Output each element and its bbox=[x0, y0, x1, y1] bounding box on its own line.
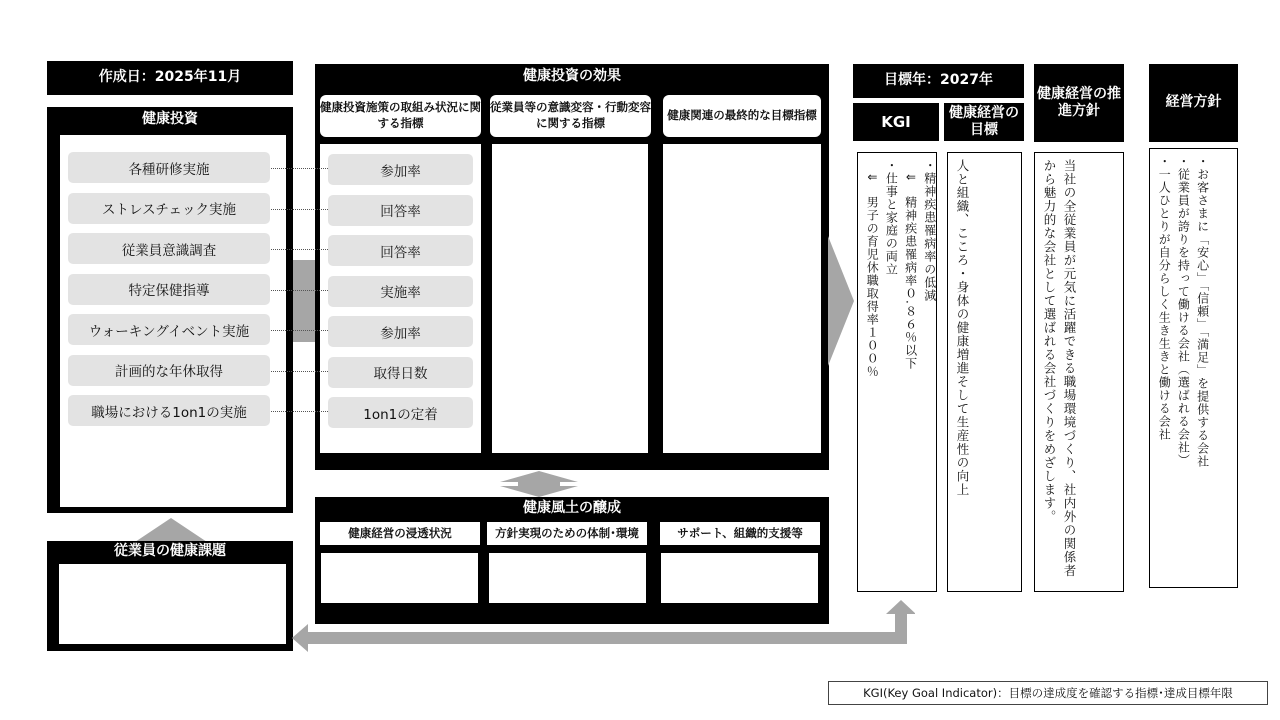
dotted-connector bbox=[271, 411, 328, 412]
issue-line: 高ストレス、運動習慣、睡眠質量 bbox=[67, 578, 270, 594]
issues-title: 従業員の健康課題 bbox=[114, 543, 226, 560]
culture-title: 健康風土の醸成 bbox=[523, 500, 621, 517]
culture-item-2: 経営会議での議論 bbox=[489, 553, 646, 603]
behavior-indicator: ・運動習慣のある従業員の増加 bbox=[502, 263, 633, 297]
behavior-indicator: ・健康セミナーや教育への参加の増加 bbox=[502, 211, 633, 245]
kgi-text: ・精神疾患罹病率の低減 ⇓ 精神疾患罹病率０.８６％以下 ・仕事と家庭の両立 ⇓ 男子の育児休職取得率１００％ bbox=[865, 159, 937, 379]
investment-item: 各種研修実施 bbox=[68, 152, 270, 183]
kgi-title: KGI bbox=[853, 103, 939, 141]
mgmt-title: 経営方針 bbox=[1149, 64, 1238, 142]
culture-header-2: 方針実現のための体制･環境 bbox=[487, 522, 647, 545]
dotted-connector bbox=[271, 209, 328, 210]
investment-item: 計画的な年休取得 bbox=[68, 355, 270, 386]
mgmt-body bbox=[1149, 148, 1238, 588]
participation-indicator: 回答率 bbox=[328, 235, 473, 266]
effects-col3-body bbox=[663, 144, 821, 453]
policy-title: 健康経営の推進方針 bbox=[1034, 64, 1124, 142]
culture-header-3: サポート、組織的支援等 bbox=[660, 522, 820, 545]
investment-item: ストレスチェック実施 bbox=[68, 193, 270, 224]
effects-col2-body bbox=[492, 144, 648, 453]
dotted-connector bbox=[271, 249, 328, 250]
issue-line: 女性高齢者への健康への対応等 bbox=[67, 602, 256, 619]
participation-indicator: 参加率 bbox=[328, 154, 473, 185]
investment-item: 職場における1on1の実施 bbox=[68, 395, 270, 426]
participation-indicator: 回答率 bbox=[328, 195, 473, 226]
culture-header-1: 健康経営の浸透状況 bbox=[320, 522, 480, 545]
investment-item: ウォーキングイベント実施 bbox=[68, 314, 270, 345]
participation-indicator: 実施率 bbox=[328, 276, 473, 307]
up-arrow-icon bbox=[135, 516, 207, 542]
target-year: 目標年：2027年 bbox=[853, 64, 1024, 98]
dotted-connector bbox=[271, 290, 328, 291]
policy-text: 当社の全従業員が元気に活躍できる職場環境づくり、社内外の関係者から魅力的な会社として選ばれる会社づくりをめざします。 bbox=[1042, 159, 1077, 578]
behavior-indicator: ・年休取得率の増加 bbox=[502, 315, 620, 331]
final-indicator: ・メンタル/フィジカル休職者の低減 bbox=[673, 243, 806, 277]
participation-indicator: 1on1の定着 bbox=[328, 397, 473, 428]
issues-panel bbox=[47, 541, 293, 651]
investment-item: 従業員意識調査 bbox=[68, 233, 270, 264]
effects-col3-header: 健康関連の最終的な目標指標 bbox=[663, 95, 821, 137]
double-arrow-icon bbox=[500, 471, 578, 497]
dotted-connector bbox=[271, 371, 328, 372]
final-indicator: ・ワークエンゲージメントの向上（ポジティブで充実した心理状態にある従業員の増加） bbox=[673, 295, 804, 365]
goal-text: 人と組織、こころ・身体の健康増進そして生産性の向上 bbox=[955, 159, 970, 497]
behavior-indicator: ・精神的な健康のための1on１の着実な実施 bbox=[502, 349, 633, 384]
goal-title: 健康経営の目標 bbox=[944, 103, 1024, 141]
dotted-connector bbox=[271, 330, 328, 331]
dotted-connector bbox=[271, 168, 328, 169]
right-arrow-icon bbox=[828, 236, 854, 366]
effects-col1-header: 健康投資施策の取組み状況に関する指標 bbox=[320, 95, 481, 137]
footnote: KGI(Key Goal Indicator)：目標の達成度を確認する指標･達成目標年限 bbox=[828, 681, 1268, 705]
created-date: 作成日：2025年11月 bbox=[47, 61, 293, 95]
effects-title: 健康投資の効果 bbox=[523, 68, 621, 85]
goal-body bbox=[947, 152, 1022, 592]
participation-indicator: 取得日数 bbox=[328, 357, 473, 388]
culture-item-1: 経営トップの発信 bbox=[321, 553, 478, 603]
kgi-body bbox=[857, 152, 937, 592]
culture-item-3: 上司/同僚からのサポート bbox=[661, 553, 818, 603]
investment-item: 特定保健指導 bbox=[68, 274, 270, 305]
participation-indicator: 参加率 bbox=[328, 316, 473, 347]
policy-body bbox=[1034, 152, 1124, 592]
mgmt-text: ・お客さまに「安心」「信頼」「満足」を提供する会社 ・従業員が誇りを持って働ける会社（選ばれる会社） ・一人ひとりが自分らしく生き生きと働ける会社 bbox=[1157, 155, 1210, 468]
effects-col2-header: 従業員等の意識変容・行動変容に関する指標 bbox=[490, 95, 651, 137]
issues-body bbox=[59, 564, 286, 644]
investment-title: 健康投資 bbox=[142, 111, 198, 128]
feedback-arrow-icon bbox=[290, 600, 915, 652]
